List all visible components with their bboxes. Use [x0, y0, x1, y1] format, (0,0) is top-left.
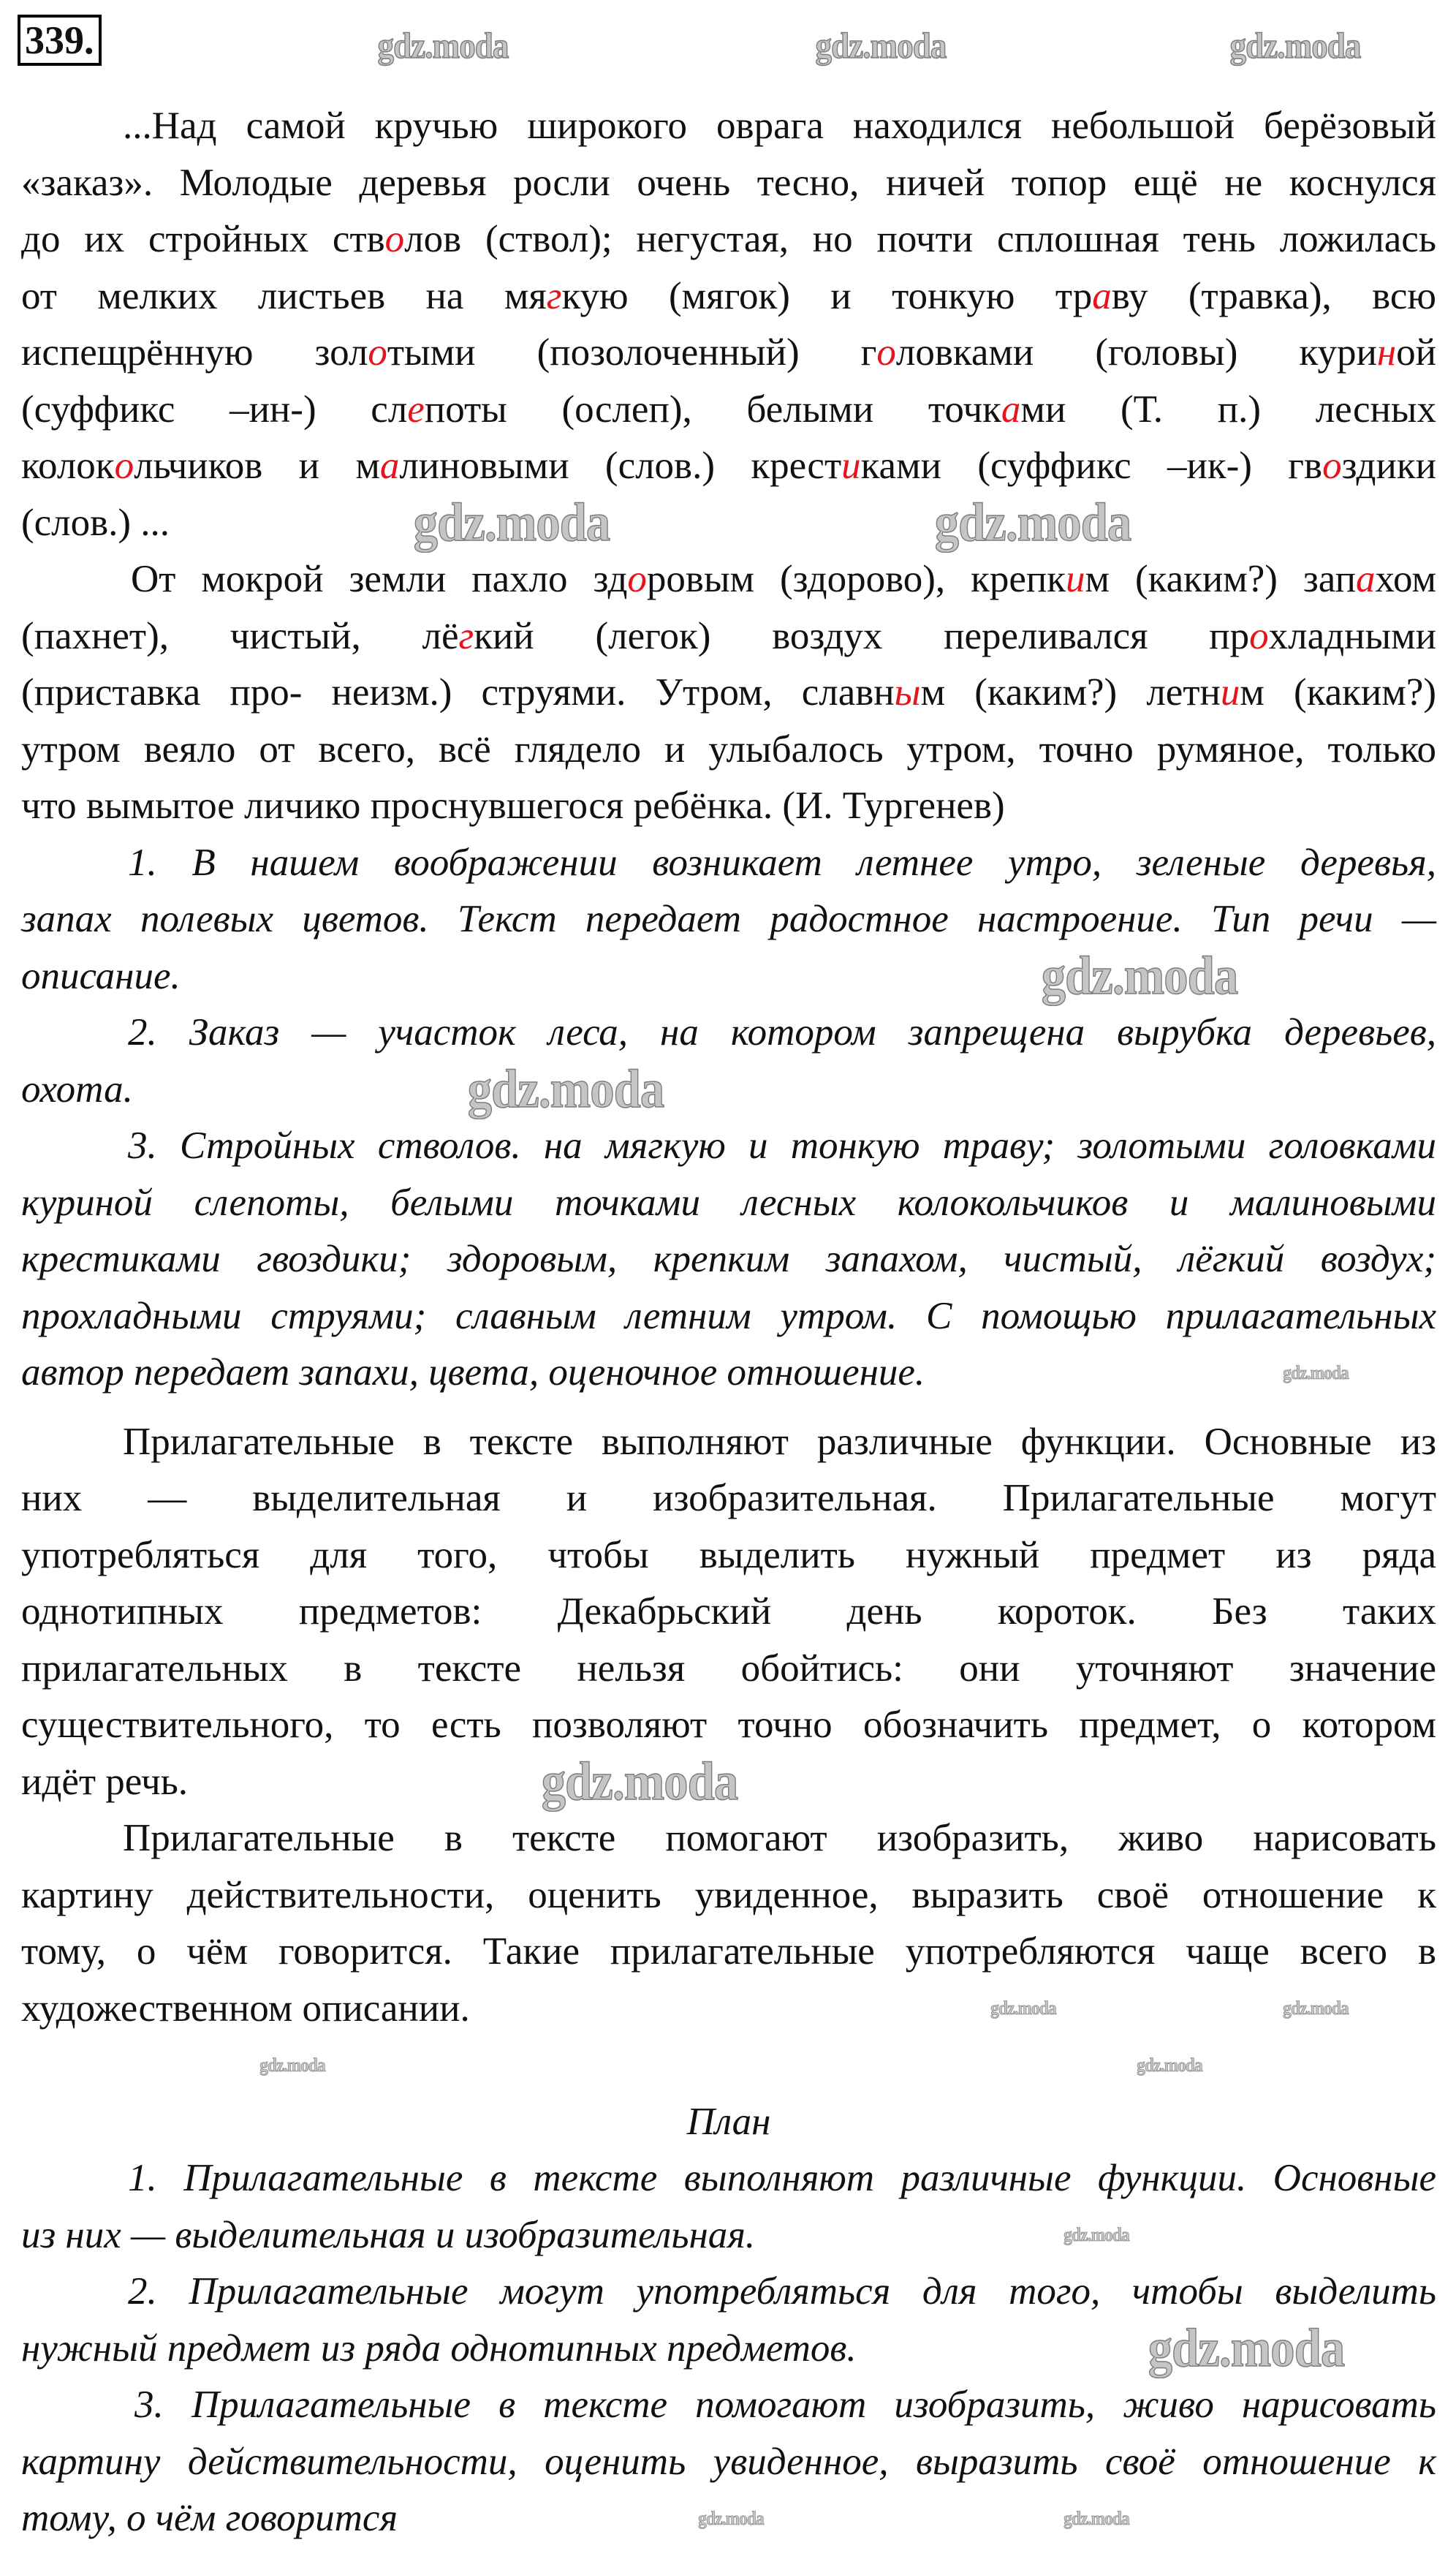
answer-3 — [21, 1118, 1436, 1402]
text-line: от мелких листьев на мягкую (мягок) и тонкую траву (травка), всю — [21, 274, 1436, 317]
watermark: gdz.moda — [1041, 946, 1238, 1006]
watermark: gdz.moda — [1137, 2054, 1202, 2076]
text-line: 2. Заказ — участок леса, на котором запрещена вырубка деревьев, — [128, 1011, 1436, 1054]
answer-1 — [21, 835, 1436, 1005]
text-line: (приставка про- неизм.) струями. Утром, славным (каким?) летним (каким?) — [21, 671, 1436, 714]
text-line: (слов.) ... — [21, 501, 170, 544]
watermark: gdz.moda — [259, 2054, 325, 2076]
watermark: gdz.moda — [467, 1059, 664, 1119]
source-text-paragraph-2 — [21, 551, 1436, 835]
text-line: из них — выделительная и изобразительная. — [21, 2213, 756, 2256]
text-line: запах полевых цветов. Текст передает радостное настроение. Тип речи — — [21, 898, 1436, 940]
highlighted-letter: о — [1249, 614, 1269, 657]
explanation-paragraph-1 — [21, 1414, 1436, 1811]
watermark: gdz.moda — [1283, 1362, 1349, 1383]
text-line: охота. — [21, 1067, 133, 1111]
source-text-paragraph-1 — [21, 98, 1436, 551]
watermark: gdz.moda — [1063, 2224, 1129, 2245]
exercise-number: 339. — [18, 15, 102, 66]
highlighted-letter: а — [379, 445, 400, 487]
watermark: gdz.moda — [377, 25, 509, 66]
text-line: (пахнет), чистый, лёгкий (легок) воздух переливался прохладными — [21, 614, 1436, 657]
watermark: gdz.moda — [541, 1752, 738, 1812]
watermark: gdz.moda — [413, 493, 610, 553]
highlighted-letter: н — [1376, 331, 1397, 374]
watermark: gdz.moda — [815, 25, 947, 66]
text-line: что вымытое личико проснувшегося ребёнка. (И. Тургенев) — [21, 785, 1005, 827]
document-body — [21, 98, 1436, 2547]
text-line: 1. В нашем воображении возникает летнее утро, зеленые деревья, — [128, 841, 1436, 884]
text-line: ...Над самой кручью широкого оврага находился небольшой берёзовый — [123, 105, 1436, 147]
text-line: 2. Прилагательные могут употребляться для того, чтобы выделить — [128, 2270, 1436, 2313]
text-line: картину действительности, оценить увиденное, выразить своё отношение к — [21, 1873, 1436, 1916]
text-line: От мокрой земли пахло здоровым (здорово), крепким (каким?) запахом — [131, 558, 1437, 600]
answer-2 — [21, 1005, 1436, 1118]
explanation-paragraph-2 — [21, 1810, 1436, 2037]
highlighted-letter: и — [841, 445, 861, 487]
highlighted-letter: о — [368, 331, 387, 374]
watermark: gdz.moda — [1063, 2508, 1129, 2529]
highlighted-letter: о — [114, 445, 134, 487]
highlighted-letter: а — [1001, 387, 1021, 431]
text-line: них — выделительная и изобразительная. Прилагательные могут — [21, 1477, 1436, 1519]
text-line: тому, о чём говорится. Такие прилагательные употребляются чаще всего в — [21, 1930, 1436, 1973]
highlighted-letter: о — [384, 218, 405, 260]
text-line: тому, о чём говорится — [21, 2497, 398, 2539]
highlighted-letter: о — [627, 558, 647, 600]
highlighted-letter: о — [1322, 445, 1342, 487]
watermark: gdz.moda — [1283, 1997, 1349, 2019]
text-line: куриной слепоты, белыми точками лесных колокольчиков и малиновыми — [21, 1181, 1436, 1224]
text-line: 3. Прилагательные в тексте помогают изобразить, живо нарисовать — [134, 2383, 1436, 2426]
plan-item-2 — [21, 2264, 1436, 2377]
text-line: утром веяло от всего, всё глядело и улыбалось утром, точно румяное, только — [21, 727, 1436, 771]
text-line: до их стройных стволов (ствол); негустая, но почти сплошная тень ложилась — [21, 218, 1436, 260]
highlighted-letter: и — [1066, 558, 1085, 600]
watermark: gdz.moda — [1148, 2318, 1345, 2378]
watermark: gdz.moda — [698, 2508, 764, 2529]
text-line: художественном описании. — [21, 1986, 470, 2030]
text-line: употребляться для того, чтобы выделить нужный предмет из ряда — [21, 1533, 1436, 1576]
text-line: однотипных предметов: Декабрьский день короток. Без таких — [21, 1590, 1436, 1633]
text-line: прилагательных в тексте нельзя обойтись: они уточняют значение — [21, 1647, 1436, 1690]
highlighted-letter: е — [407, 387, 425, 431]
text-line: крестиками гвоздики; здоровым, крепким запахом, чистый, лёгкий воздух; — [21, 1238, 1436, 1280]
highlighted-letter: г — [458, 614, 474, 657]
text-line: прохладными струями; славным летним утром. С помощью прилагательных — [21, 1294, 1436, 1337]
highlighted-letter: а — [1092, 274, 1112, 317]
text-line: «заказ». Молодые деревья росли очень тесно, ничей топор ещё не коснулся — [21, 161, 1436, 204]
text-line: испещрённую золотыми (позолоченный) головками (головы) куриной — [21, 331, 1436, 374]
highlighted-letter: о — [876, 331, 896, 374]
text-line: Прилагательные в тексте выполняют различные функции. Основные из — [123, 1420, 1436, 1463]
text-line: колокольчиков и малиновыми (слов.) крестиками (суффикс –ик-) гвоздики — [21, 445, 1436, 487]
plan-item-3 — [21, 2377, 1436, 2547]
highlighted-letter: и — [1220, 671, 1240, 714]
highlighted-letter: г — [546, 274, 562, 317]
text-line: 1. Прилагательные в тексте выполняют различные функции. Основные — [128, 2157, 1436, 2199]
text-line: нужный предмет из ряда однотипных предметов. — [21, 2326, 857, 2370]
text-line: существительного, то есть позволяют точно обозначить предмет, о котором — [21, 1704, 1436, 1746]
watermark: gdz.moda — [1229, 25, 1361, 66]
text-line: картину действительности, оценить увиденное, выразить своё отношение к — [21, 2440, 1436, 2483]
text-line: идёт речь. — [21, 1760, 189, 1803]
highlighted-letter: ы — [894, 671, 921, 714]
watermark: gdz.moda — [990, 1997, 1056, 2019]
text-line: Прилагательные в тексте помогают изобразить, живо нарисовать — [123, 1817, 1436, 1859]
highlighted-letter: а — [1356, 558, 1376, 600]
text-line: 3. Стройных стволов. на мягкую и тонкую траву; золотыми головками — [128, 1124, 1436, 1167]
plan-title: План — [686, 2100, 771, 2143]
watermark: gdz.moda — [934, 493, 1131, 553]
plan-item-1 — [21, 2150, 1436, 2264]
text-line: описание. — [21, 954, 181, 997]
text-line: (суффикс –ин-) слепоты (ослеп), белыми точками (Т. п.) лесных — [21, 387, 1436, 431]
text-line: автор передает запахи, цвета, оценочное отношение. — [21, 1351, 925, 1394]
